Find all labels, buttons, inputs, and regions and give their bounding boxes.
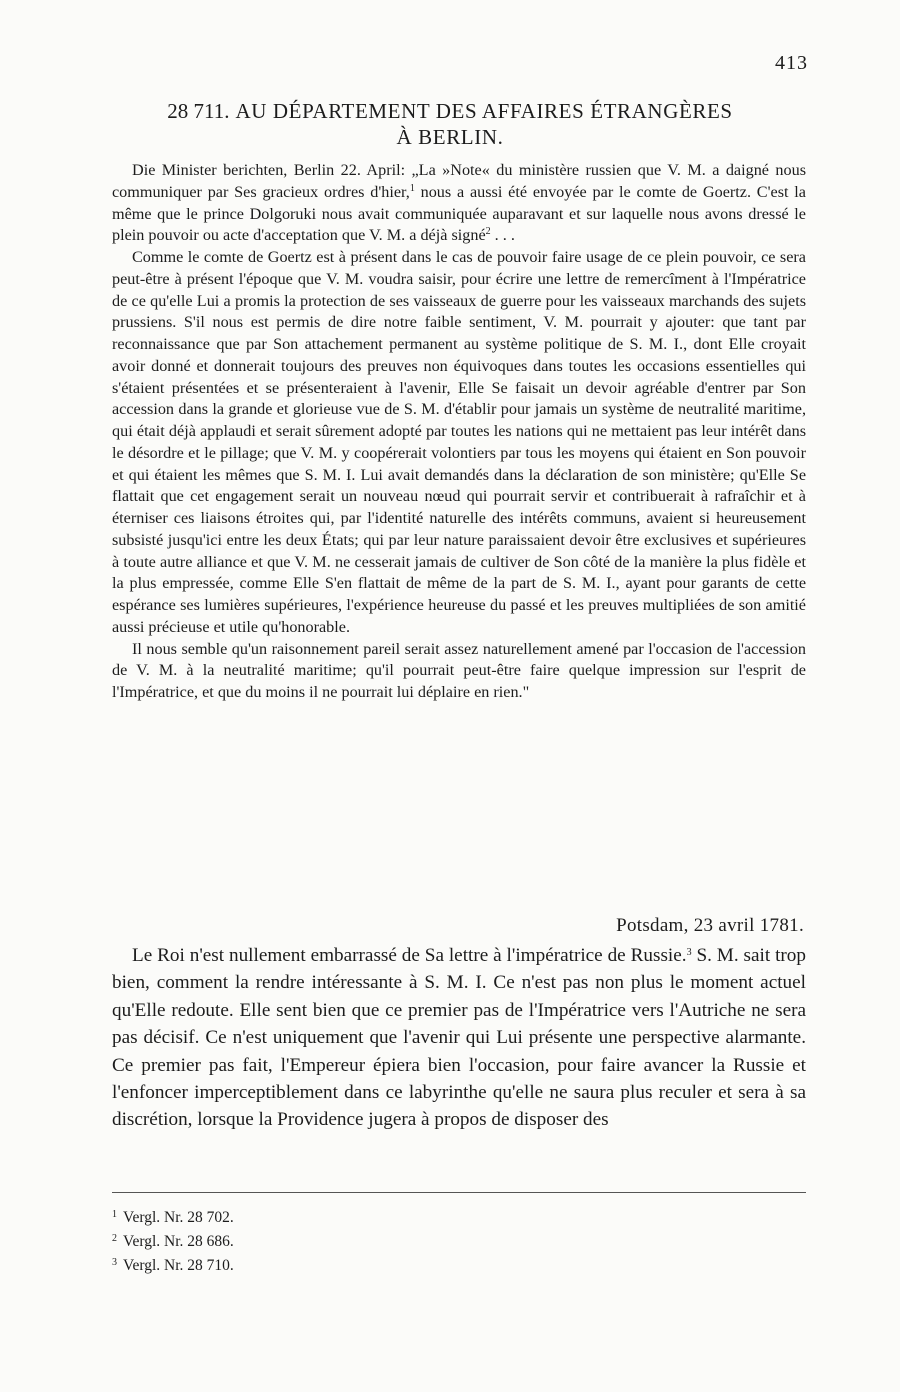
document-number: 28 711. [167, 99, 230, 123]
dateline: Potsdam, 23 avril 1781. [616, 915, 804, 936]
footnote-1 [112, 1204, 512, 1228]
footnote-divider [112, 1192, 806, 1193]
letter-text: Le Roi n'est nullement embarrassé de Sa lettre à l'impératrice de Russie. [132, 945, 687, 966]
page-number: 413 [775, 52, 808, 74]
report-text: nous a aussi été envoyée par le comte de Goertz. C'est la même que le prince Dolgoruki nous avait communiquée auparavant et sur laquelle nous avons dressé le plein pouvoir ou acte d'acceptation que V. M. a déjà signé [112, 182, 806, 245]
report-text: Die Minister berichten, Berlin 22. April: „La »Note« du ministère russien que V. M. a daigné nous communiquer par Ses gracieux ordres d'hier, [112, 161, 806, 201]
report-paragraph-3: Il nous semble qu'un raisonnement pareil serait assez naturellement amené par l'occasion de l'accession de V. M. à la neutralité maritime; qu'il pourrait peut-être faire quelque impression sur l'esprit de l'Impératrice, et que du moins il ne pourrait lui déplaire en rien." [112, 639, 806, 701]
footnote-mark: 3 [112, 1257, 117, 1268]
letter-text: S. M. sait trop bien, comment la rendre intéressante à S. M. I. Ce n'est pas non plus le moment actuel qu'Elle redoute. Elle sent bien que ce premier pas de l'Impératrice vers l'Autriche ne sera pas décisif. Ce n'est uniquement que l'avenir qui Lui présente une perspective alarmante. Ce premier pas fait, l'Empereur épiera bien l'occasion, pour faire avancer la Russie et l'enfoncer imperceptiblement dans ce labyrinthe qu'elle ne saura plus reculer et sera à sa discrétion, lorsque la Providence jugera à propos de disposer des [112, 945, 806, 1131]
section-heading [112, 98, 788, 150]
footnote-ref-1[interactable]: 1 [409, 182, 415, 194]
footnote-text: Vergl. Nr. 28 710. [123, 1257, 234, 1274]
letter-body [112, 942, 806, 1134]
heading-title: AU DÉPARTEMENT DES AFFAIRES ÉTRANGÈRES [235, 99, 733, 123]
letter-paragraph [112, 942, 806, 1134]
footnote-ref-2[interactable]: 2 [485, 226, 491, 238]
footnote-text: Vergl. Nr. 28 702. [123, 1209, 234, 1226]
report-paragraph-1 [112, 160, 806, 247]
footnote-text: Vergl. Nr. 28 686. [123, 1233, 234, 1250]
footnote-ref-3[interactable]: 3 [686, 947, 692, 958]
heading-line-2: À BERLIN. [396, 125, 504, 149]
report-paragraph-2: Comme le comte de Goertz est à présent dans le cas de pouvoir faire usage de ce plein pouvoir, ce sera peut-être à présent l'époque que V. M. voudra saisir, pour écrire une lettre de remercîment à l'Impératrice de ce qu'elle Lui a promis la protection de ses vaisseaux de guerre pour les vaisseaux marchands des sujets prussiens. S'il nous est permis de dire notre faible sentiment, V. M. pourrait y ajouter: que tant par reconnaissance que par Son attachement permanent au système politique de S. M. I., dont Elle croyait avoir donné et donnerait toujours des preuves non équivoques dans toutes les occasions essentielles qui s'étaient présentées et se présenteraient à l'avenir, Elle Se faisait un devoir agréable d'entrer par Son accession dans la grande et glorieuse vue de S. M. d'établir pour jamais un système de neutralité maritime, qui était déjà applaudi et serait sûrement adopté par toutes les nations qui ne mettaient pas leur intérêt dans le désordre et le pillage; que V. M. y coopérerait volontiers par tous les moyens qui étaient en Son pouvoir et qui étaient les mêmes que S. M. I. Lui avait demandés dans la déclaration de son ministère; qu'Elle Se flattait que cet engagement serait un nouveau nœud qui pourrait servir et contribuerait à rafraîchir et à éterniser ces liaisons étroites qui, par l'identité naturelle des intérêts communs, avaient si heureusement subsisté jusqu'ici entre les deux États; qui par leur nature paraissaient devoir être exclusives et supérieures à toute autre alliance et que V. M. ne cesserait jamais de cultiver de Son côté de la manière la plus fidèle et la plus empressée, comme Elle S'en flattait de même de la part de S. M. I., ayant pour garants de cette espérance ses lumières supérieures, l'expérience heureuse du passé et les preuves multipliées de son amitié aussi précieuse et utile qu'honorable. [112, 248, 806, 636]
heading-line-1 [112, 98, 788, 124]
footnote-2 [112, 1228, 512, 1252]
footnote-mark: 1 [112, 1209, 117, 1220]
footnotes [112, 1204, 512, 1276]
footnote-mark: 2 [112, 1233, 117, 1244]
ministers-report [112, 160, 806, 704]
footnote-3 [112, 1252, 512, 1276]
report-text: . . . [490, 226, 515, 245]
